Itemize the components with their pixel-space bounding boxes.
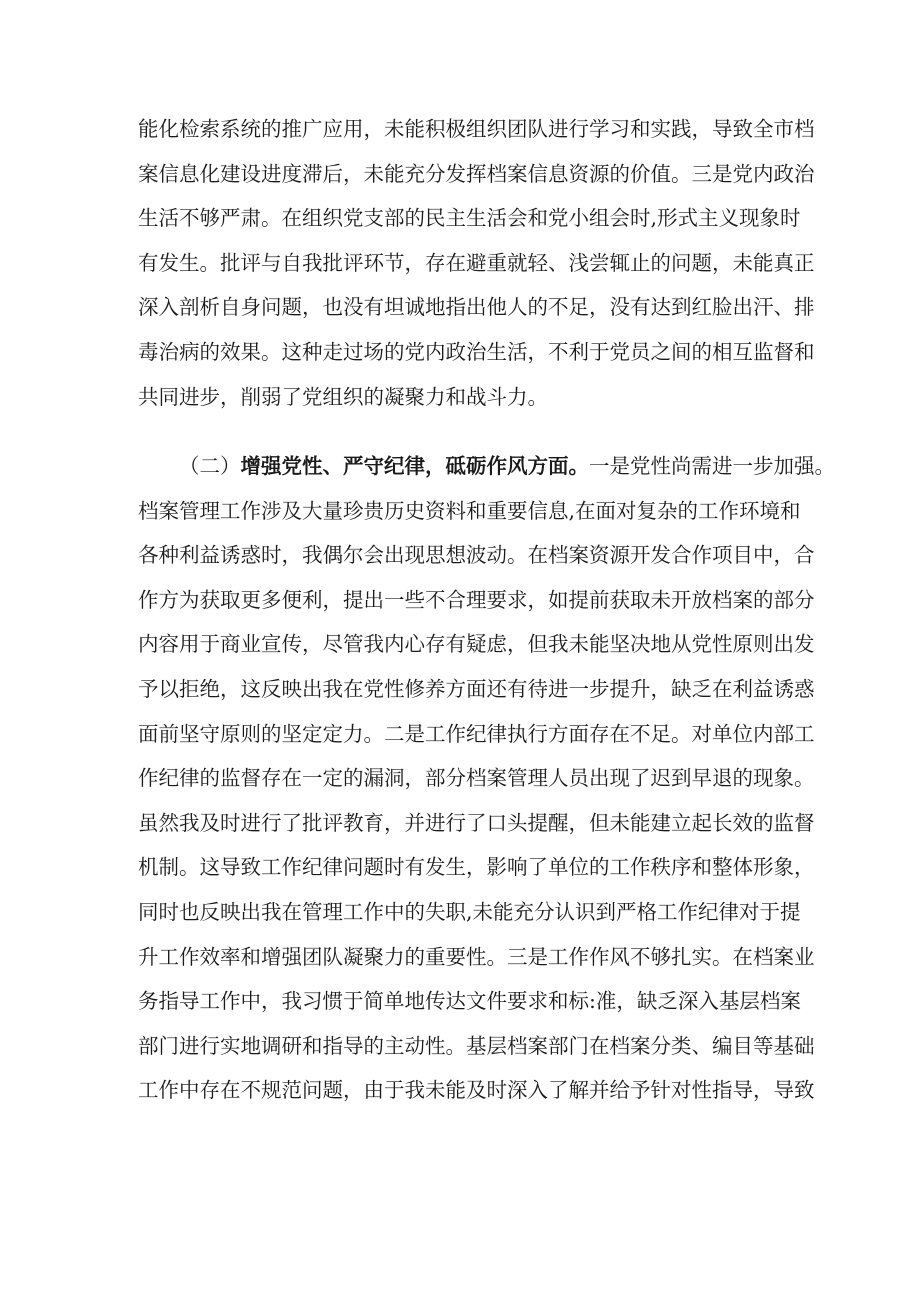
text-line: 能化检索系统的推广应用，未能积极组织团队进行学习和实践，导致全市档 xyxy=(138,117,815,141)
text-line: 作方为获取更多便利，提出一些不合理要求，如提前获取未开放档案的部分 xyxy=(138,587,815,612)
text-line: 作纪律的监督存在一定的漏洞，部分档案管理人员出现了迟到早退的现象。 xyxy=(138,766,815,791)
text-line: 部门进行实地调研和指导的主动性。基层档案部门在档案分类、编目等基础 xyxy=(138,1033,815,1058)
text-line: 有发生。批评与自我批评环节，存在避重就轻、浅尝辄止的问题，未能真正 xyxy=(138,250,815,275)
text-line: 机制。这导致工作纪律问题时有发生，影响了单位的工作秩序和整体形象， xyxy=(138,855,815,880)
text-line: 案信息化建设进度滞后，未能充分发挥档案信息资源的价值。三是党内政治 xyxy=(138,161,815,186)
paragraph-1 xyxy=(138,107,815,419)
text-line: 面前坚守原则的坚定定力。二是工作纪律执行方面存在不足。对单位内部工 xyxy=(138,721,815,746)
text-line: 毒治病的效果。这种走过场的党内政治生活，不利于党员之间的相互监督和 xyxy=(138,339,815,364)
text-line: 各种利益诱惑时，我偶尔会出现思想波动。在档案资源开发合作项目中，合 xyxy=(138,543,815,568)
text-line: 予以拒绝，这反映出我在党性修养方面还有待进一步提升，缺乏在利益诱惑 xyxy=(138,676,815,701)
text-line: 内容用于商业宣传，尽管我内心存有疑虑，但我未能坚决地从党性原则出发 xyxy=(138,632,815,657)
text-line: 生活不够严肃。在组织党支部的民主生活会和党小组会时,形式主义现象时 xyxy=(138,206,801,231)
text-line-first xyxy=(138,444,835,489)
text-line: 虽然我及时进行了批评教育，并进行了口头提醒，但未能建立起长效的监督 xyxy=(138,810,815,835)
section-heading: 增强党性、严守纪律，砥砺作风方面。 xyxy=(240,454,589,478)
text-line: 共同进步，削弱了党组织的凝聚力和战斗力。 xyxy=(138,384,548,409)
text-line: 同时也反映出我在管理工作中的失职,未能充分认识到严格工作纪律对于提 xyxy=(138,899,801,924)
text-line: 档案管理工作涉及大量珍贵历史资料和重要信息,在面对复杂的工作环境和 xyxy=(138,498,801,523)
first-line-text: 一是党性尚需进一步加强。 xyxy=(589,454,835,478)
text-line: 务指导工作中，我习惯于简单地传达文件要求和标:准，缺乏深入基层档案 xyxy=(138,989,801,1014)
text-line: 升工作效率和增强团队凝聚力的重要性。三是工作作风不够扎实。在档案业 xyxy=(138,944,815,969)
text-line: 工作中存在不规范问题，由于我未能及时深入了解并给予针对性指导，导致 xyxy=(138,1078,815,1103)
text-line: 深入剖析自身问题，也没有坦诚地指出他人的不足，没有达到红脸出汗、排 xyxy=(138,295,815,320)
paragraph-2 xyxy=(138,444,835,1113)
section-number: （二） xyxy=(179,454,241,478)
